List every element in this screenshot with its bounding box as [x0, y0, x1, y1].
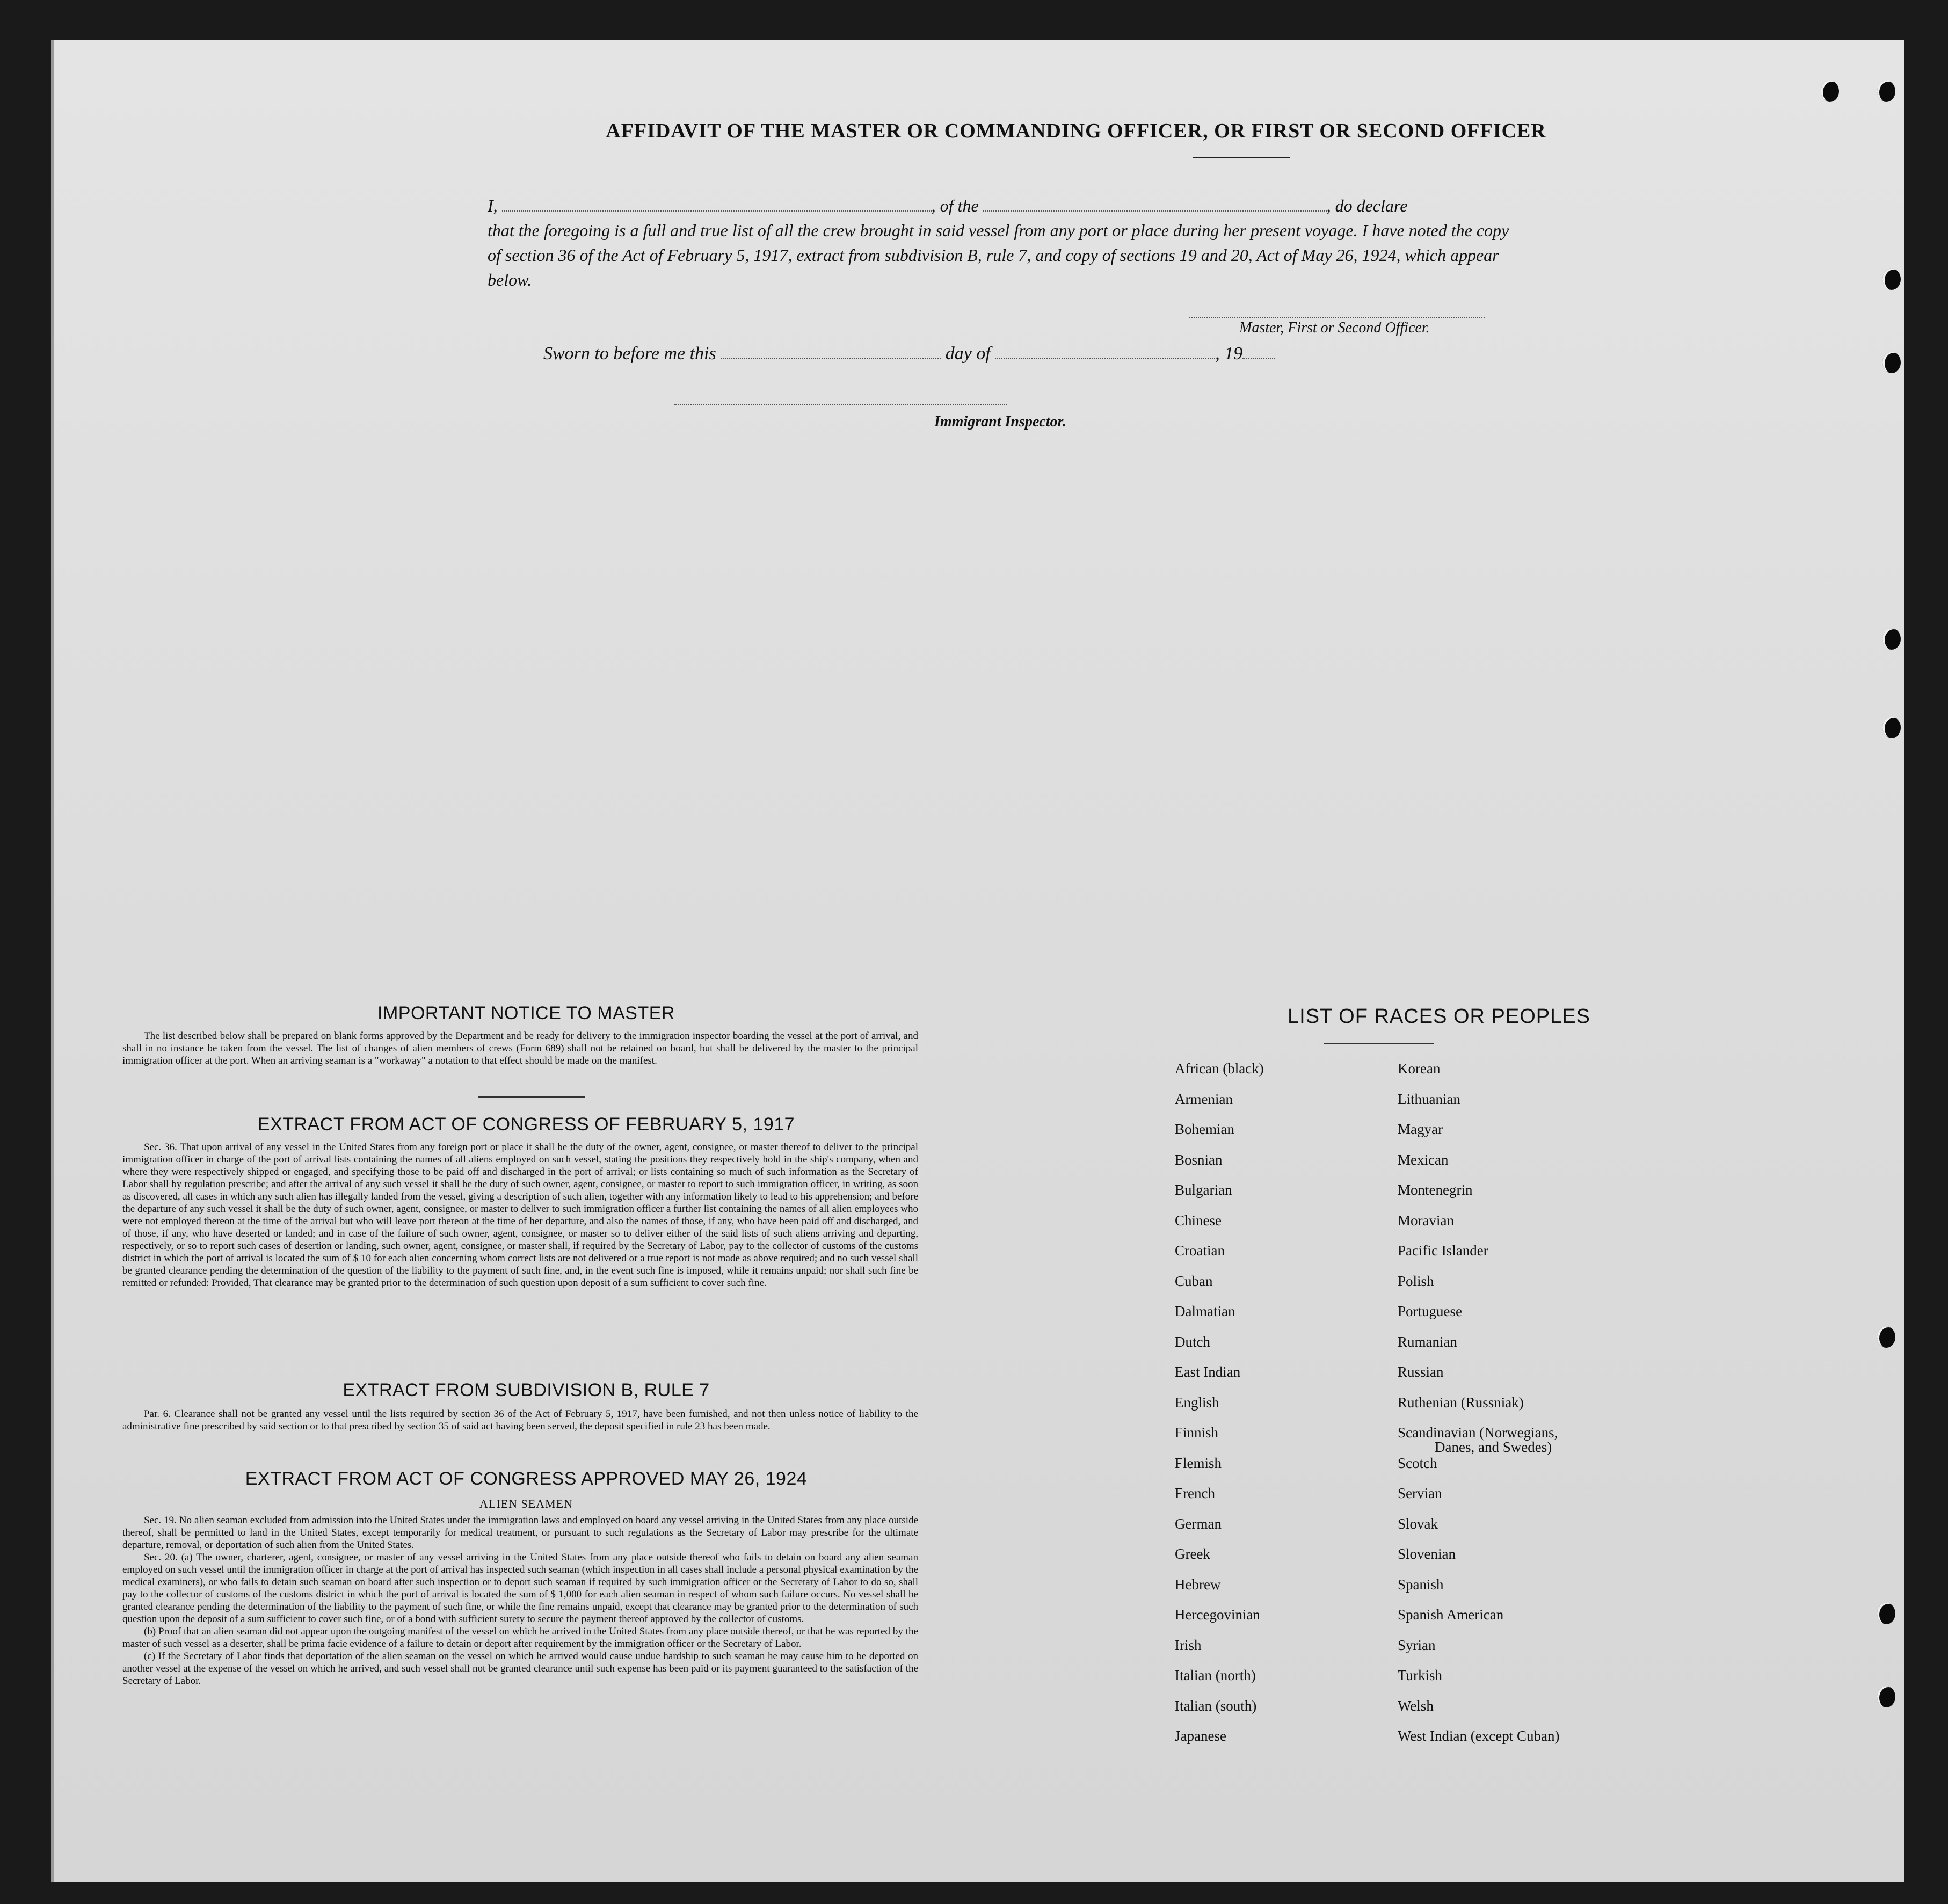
race-item: Italian (south) [1175, 1697, 1257, 1714]
race-item: Turkish [1398, 1667, 1443, 1683]
race-item: Polish [1398, 1273, 1434, 1289]
master-signature-line[interactable] [1189, 317, 1485, 318]
race-item: Irish [1175, 1637, 1202, 1653]
race-item: Pacific Islander [1398, 1242, 1488, 1259]
race-item: Welsh [1398, 1697, 1434, 1714]
race-item: English [1175, 1394, 1219, 1411]
extract-1917-text [122, 1141, 918, 1289]
vessel-blank[interactable] [983, 198, 1327, 212]
race-item: Greek [1175, 1546, 1210, 1562]
title-underline [1193, 157, 1290, 158]
race-item: Korean [1398, 1060, 1441, 1077]
race-item: Montenegrin [1398, 1182, 1473, 1198]
race-item: Scandinavian (Norwegians, [1398, 1425, 1558, 1441]
race-item: African (black) [1175, 1060, 1264, 1077]
master-label: Master, First or Second Officer. [1239, 319, 1430, 336]
race-item: German [1175, 1515, 1222, 1532]
label-year: , 19 [1215, 344, 1243, 364]
inspector-label: Immigrant Inspector. [934, 413, 1066, 430]
races-heading: LIST OF RACES OR PEOPLES [1288, 1005, 1590, 1028]
punch-hole [1882, 717, 1901, 738]
name-blank[interactable] [502, 198, 932, 212]
affidavit-line-1 [488, 193, 1524, 218]
section-20a-paragraph: Sec. 20. (a) The owner, charterer, agent, consignee, or master of any vessel arriving in the United States from any place outside thereof who fails to detain on board any alien seaman employed on such vessel until the immigration officer in charge at the port of arrival has inspected such seaman (which inspection in all cases shall include a personal physical examination by the medical examiners), or who fails to detain such seaman on board after such inspection or to deport such seaman if required by such immigration officer or the Secretary of Labor to do so, shall pay to the collector of customs of the customs district in which the port of arrival is located the sum of $ 1,000 for each alien seaman in respect of whom such failure occurs. No vessel shall be granted clearance pending the determination of the liability to the payment of such fine, or while the fine remains unpaid, except that clearance may be granted prior to the determination of such question upon the deposit of a sum sufficient to cover such fine, or of a bond with sufficient surety to secure the payment thereof approved by the collector of customs. [122, 1552, 918, 1625]
race-item: Chinese [1175, 1212, 1222, 1229]
race-item: West Indian (except Cuban) [1398, 1728, 1560, 1744]
race-item: Finnish [1175, 1425, 1219, 1441]
race-item: Armenian [1175, 1091, 1233, 1107]
inspector-signature-line[interactable] [674, 404, 1007, 405]
race-item: Russian [1398, 1364, 1444, 1380]
section-36-paragraph: Sec. 36. That upon arrival of any vessel in the United States from any foreign port or place it shall be the duty of the owner, agent, consignee, or master thereof to deliver to the principal immigration officer in charge of the port of arrival lists containing the names of all aliens employed on such vessel, stating the positions they respectively hold in the ship's company, when and where they were respectively shipped or engaged, and specifying those to be paid off and discharged in the port of arrival; or lists containing so much of such information as the Secretary of Labor shall by regulation prescribe; and after the arrival of any such vessel it shall be the duty of such owner, agent, consignee, or master to report to such immigration officer, in writing, as soon as discovered, all cases in which any such alien has illegally landed from the vessel, giving a description of such alien, together with any information likely to lead to his apprehension; and before the departure of any such vessel it shall be the duty of such owner, agent, consignee, or master to deliver to such immigration officer a further list containing the names of all alien employees who were not employed thereon at the time of the arrival but who will leave port thereon at the time of her departure, and also the names of those, if any, who have been paid off and discharged, and of those, if any, who have deserted or landed; and in case of the failure of such owner, agent, consignee, or master so to deliver either of the said lists of such aliens arriving and departing, respectively, or so to report such cases of desertion or landing, such owner, agent, consignee, or master shall, if required by the Secretary of Labor, pay to the collector of customs of the customs district in which the port of arrival is located the sum of $ 10 for each alien concerning whom correct lists are not delivered or a true report is not made as above required; and no such vessel shall be granted clearance pending the determination of the question of the liability to the payment of such fine, and, in the event such fine is imposed, while it remains unpaid; nor shall such fine be remitted or refunded: Provided, That clearance may be granted prior to the determination of such question upon deposit of a sum sufficient to cover such fine. [122, 1142, 918, 1289]
race-item: Italian (north) [1175, 1667, 1256, 1683]
race-item: Japanese [1175, 1728, 1226, 1744]
race-item: French [1175, 1485, 1215, 1501]
race-item: Ruthenian (Russniak) [1398, 1394, 1524, 1411]
race-item: East Indian [1175, 1364, 1241, 1380]
races-column-1 [1175, 1060, 1264, 1758]
race-item: Spanish [1398, 1576, 1444, 1593]
extract-1924-text [122, 1514, 918, 1687]
race-item: Bulgarian [1175, 1182, 1232, 1198]
race-item: Dalmatian [1175, 1303, 1235, 1319]
day-blank[interactable] [721, 345, 941, 359]
label-i: I, [488, 196, 498, 215]
race-item: Slovenian [1398, 1546, 1456, 1562]
race-item: Slovak [1398, 1515, 1438, 1532]
punch-hole [1877, 1603, 1895, 1624]
race-item: Lithuanian [1398, 1091, 1460, 1107]
race-item: Dutch [1175, 1333, 1210, 1350]
race-item: Syrian [1398, 1637, 1436, 1653]
race-item: Flemish [1175, 1455, 1222, 1471]
extract-rule7-text [122, 1408, 918, 1433]
alien-seamen-subheading: ALIEN SEAMEN [479, 1497, 573, 1510]
race-item: Bosnian [1175, 1151, 1223, 1168]
punch-hole [1877, 1326, 1895, 1348]
extract-rule7-heading: EXTRACT FROM SUBDIVISION B, RULE 7 [343, 1380, 710, 1400]
races-divider [1324, 1043, 1434, 1044]
affidavit-title: AFFIDAVIT OF THE MASTER OR COMMANDING OFFICER, OR FIRST OR SECOND OFFICER [606, 120, 1546, 142]
section-20c-paragraph: (c) If the Secretary of Labor finds that deportation of the alien seaman on the vessel on which he arrived would cause undue hardship to such seaman he may cause him to be deported on another vessel at the expense of the vessel on which he arrived, and such vessel shall not be granted clearance until such expense has been paid or its payment guaranteed to the satisfaction of the Secretary of Labor. [122, 1651, 918, 1687]
year-blank[interactable] [1242, 345, 1275, 359]
label-of-the: , of the [931, 196, 979, 215]
race-item: Bohemian [1175, 1121, 1234, 1137]
affidavit-declaration [488, 193, 1524, 292]
section-20b-paragraph: (b) Proof that an alien seaman did not appear upon the outgoing manifest of the vessel on which he arrived in the United States from any place outside thereof, or that he was reported by the master of such vessel as a deserter, shall be prima facie evidence of a failure to detain or deport after requirement by the immigration officer or the Secretary of Labor. [122, 1626, 918, 1649]
punch-hole [1882, 628, 1901, 650]
race-item: Cuban [1175, 1273, 1213, 1289]
race-item: Hebrew [1175, 1576, 1221, 1593]
divider-1 [478, 1096, 585, 1098]
label-do-declare: , do declare [1326, 196, 1408, 215]
punch-hole [1882, 268, 1901, 290]
race-item: Scotch [1398, 1455, 1437, 1471]
punch-hole [1821, 81, 1839, 102]
extract-1924-heading: EXTRACT FROM ACT OF CONGRESS APPROVED MAY 26, 1924 [245, 1469, 808, 1489]
affidavit-body: that the foregoing is a full and true list of all the crew brought in said vessel from any port or place during her present voyage. I have noted the copy of section 36 of the Act of February 5, 1917, extract from subdivision B, rule 7, and copy of sections 19 and 20, Act of May 26, 1924, which appear below. [488, 221, 1509, 289]
notice-heading: IMPORTANT NOTICE TO MASTER [377, 1003, 675, 1023]
races-column-2 [1398, 1060, 1559, 1758]
race-item: Mexican [1398, 1151, 1449, 1168]
race-item: Portuguese [1398, 1303, 1462, 1319]
label-sworn-before: Sworn to before me this [543, 344, 716, 364]
month-blank[interactable] [995, 345, 1215, 359]
punch-hole [1877, 1686, 1895, 1707]
race-item: Rumanian [1398, 1333, 1457, 1350]
races-continuation: Danes, and Swedes) [1435, 1439, 1552, 1455]
race-item: Croatian [1175, 1242, 1225, 1259]
section-19-paragraph: Sec. 19. No alien seaman excluded from admission into the United States under the immigration laws and employed on board any vessel arriving in the United States from any place outside thereof, shall be permitted to land in the United States, except temporarily for medical treatment, or pursuant to such regulations as the Secretary of Labor may prescribe for the ultimate departure, removal, or deportation of such alien from the United States. [122, 1515, 918, 1551]
race-item: Spanish American [1398, 1607, 1504, 1623]
race-item: Hercegovinian [1175, 1607, 1260, 1623]
notice-text [122, 1030, 918, 1067]
race-item: Magyar [1398, 1121, 1443, 1137]
notice-paragraph: The list described below shall be prepared on blank forms approved by the Department and be ready for delivery to the immigration inspector boarding the vessel at the port of arrival, and shall in no instance be taken from the vessel. The list of changes of alien members of crews (Form 689) shall not be retained on board, but shall be delivered by the master to the principal immigration officer at the port. When an arriving seaman is a "workaway" a notation to that effect should be made on the manifest. [122, 1030, 918, 1066]
extract-1917-heading: EXTRACT FROM ACT OF CONGRESS OF FEBRUARY 5, 1917 [257, 1114, 795, 1135]
punch-hole [1882, 352, 1901, 373]
punch-hole [1877, 81, 1895, 102]
race-item: Moravian [1398, 1212, 1454, 1229]
sworn-line [543, 344, 1275, 364]
label-day-of: day of [945, 344, 991, 364]
race-item: Servian [1398, 1485, 1442, 1501]
rule7-paragraph: Par. 6. Clearance shall not be granted any vessel until the lists required by section 36 of the Act of February 5, 1917, have been furnished, and not then unless notice of liability to the administrative fine prescribed by said section or to that prescribed by section 35 of said act having been served, the deposit specified in rule 23 has been made. [122, 1408, 918, 1432]
